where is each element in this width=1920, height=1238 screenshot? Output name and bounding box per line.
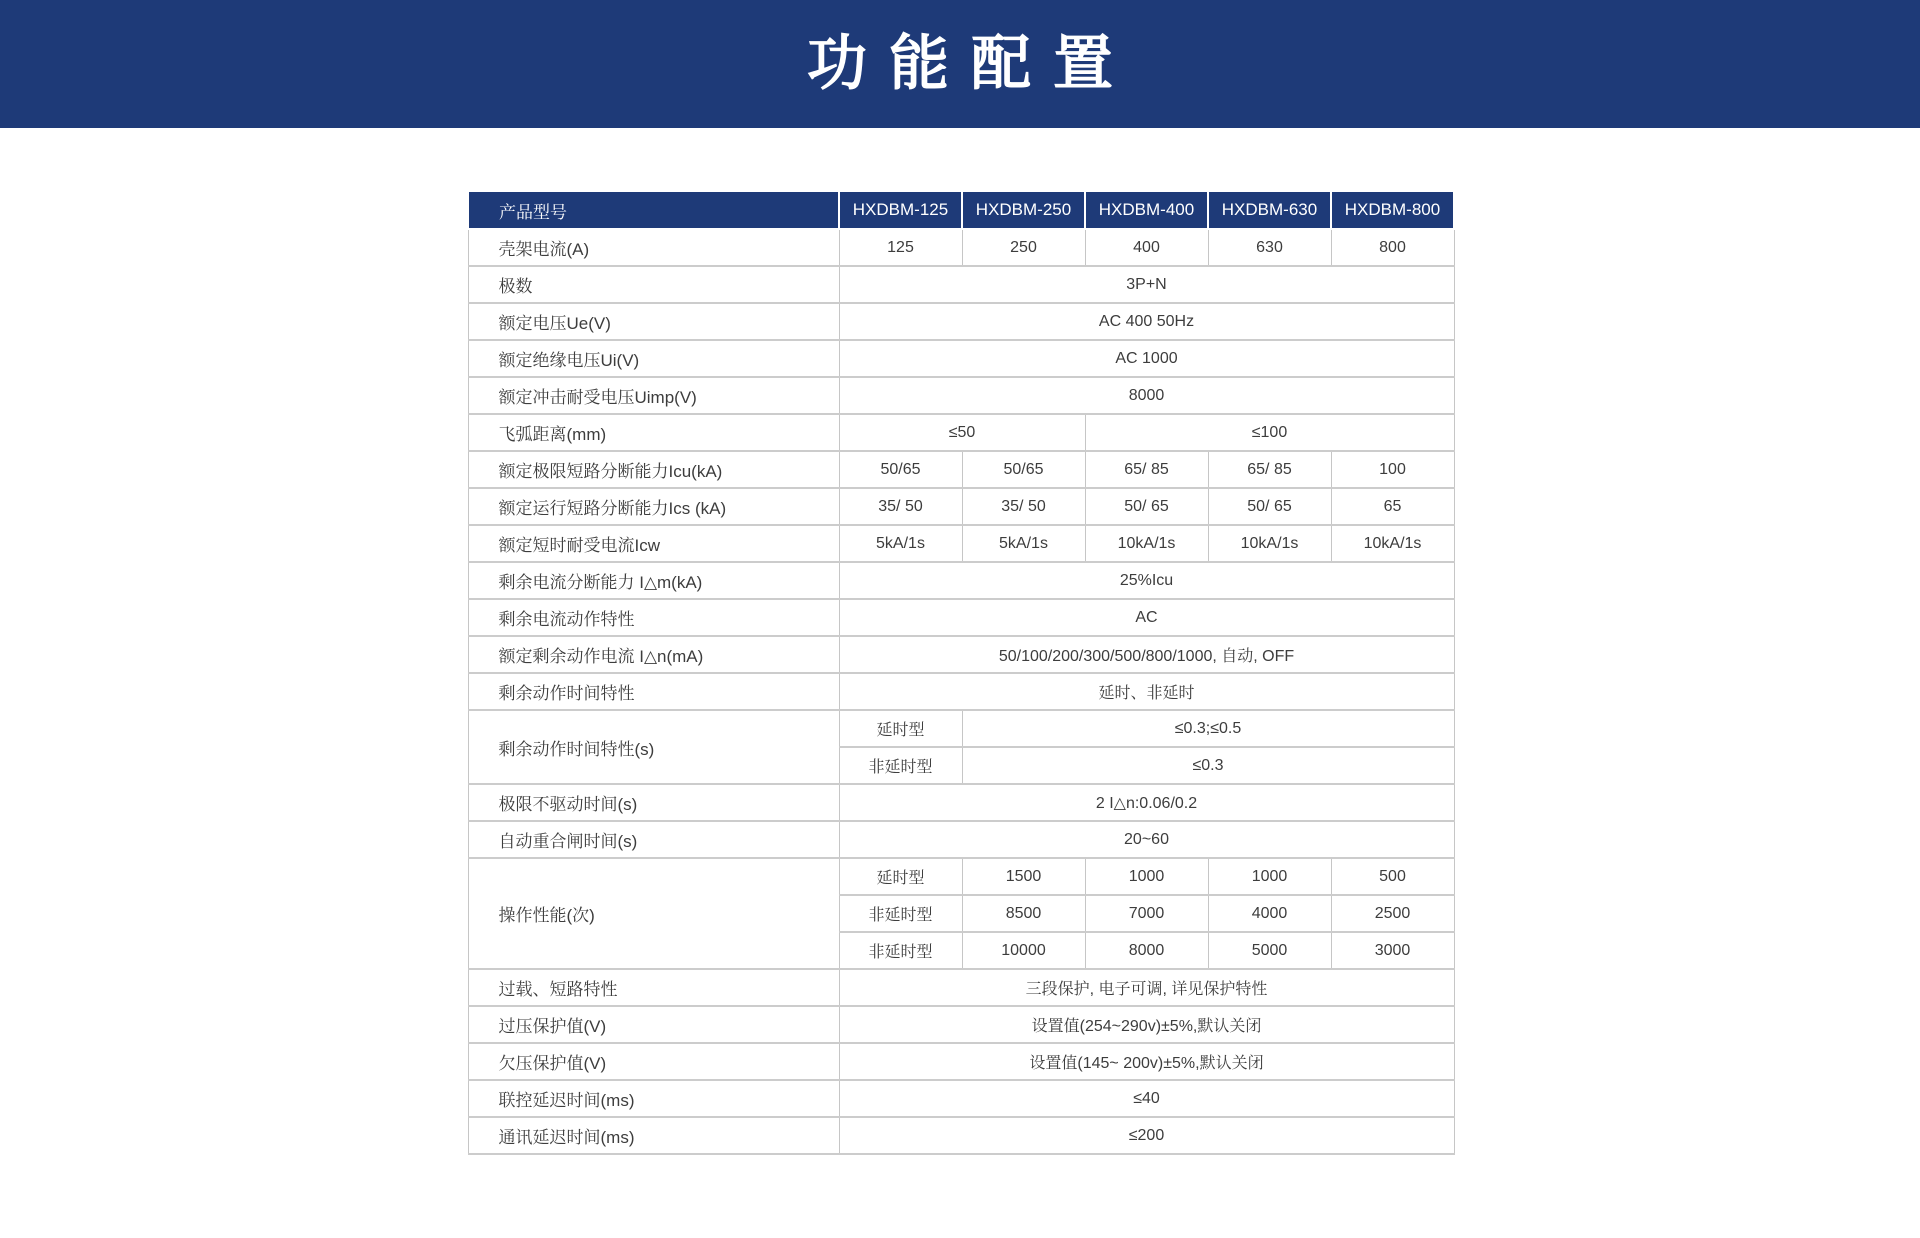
spec-value-cell: ≤50 [839,414,1085,451]
spec-value-cell: 3000 [1331,932,1454,969]
spec-row [468,969,1454,1006]
spec-row-label: 额定运行短路分断能力Ics (kA) [468,488,839,525]
spec-value-cell: 三段保护, 电子可调, 详见保护特性 [839,969,1454,1006]
spec-row-label: 额定极限短路分断能力Icu(kA) [468,451,839,488]
spec-value-cell: 3P+N [839,266,1454,303]
spec-value-cell: ≤40 [839,1080,1454,1117]
spec-value-cell: 4000 [1208,895,1331,932]
spec-value-cell: 65 [1331,488,1454,525]
spec-row-label: 过载、短路特性 [468,969,839,1006]
spec-value-cell: 10kA/1s [1085,525,1208,562]
spec-row [468,1006,1454,1043]
spec-value-cell: 20~60 [839,821,1454,858]
spec-value-cell: 非延时型 [839,932,962,969]
spec-value-cell: AC [839,599,1454,636]
spec-value-cell: ≤0.3;≤0.5 [962,710,1454,747]
spec-value-cell: 8000 [1085,932,1208,969]
spec-row-label: 额定电压Ue(V) [468,303,839,340]
spec-value-cell: 50/ 65 [1208,488,1331,525]
spec-row [468,1117,1454,1154]
spec-row [468,636,1454,673]
spec-value-cell: ≤0.3 [962,747,1454,784]
spec-value-cell: 65/ 85 [1085,451,1208,488]
spec-value-cell: 5kA/1s [839,525,962,562]
page-title: 功能配置 [807,30,1135,97]
spec-row-label: 剩余动作时间特性(s) [468,710,839,784]
spec-value-cell: 1500 [962,858,1085,895]
header-cell-product-model: 产品型号 [468,191,839,229]
spec-row [468,821,1454,858]
spec-row-label: 飞弧距离(mm) [468,414,839,451]
spec-value-cell: 10000 [962,932,1085,969]
spec-row [468,266,1454,303]
spec-row-label: 联控延迟时间(ms) [468,1080,839,1117]
spec-value-cell: 35/ 50 [839,488,962,525]
spec-value-cell: AC 400 50Hz [839,303,1454,340]
spec-row [468,562,1454,599]
spec-row-label: 极限不驱动时间(s) [468,784,839,821]
spec-value-cell: 400 [1085,229,1208,266]
spec-row-label: 过压保护值(V) [468,1006,839,1043]
spec-value-cell: 延时型 [839,858,962,895]
spec-value-cell: 10kA/1s [1208,525,1331,562]
spec-row [468,488,1454,525]
spec-value-cell: 8000 [839,377,1454,414]
spec-value-cell: 10kA/1s [1331,525,1454,562]
spec-row [468,229,1454,266]
spec-value-cell: 非延时型 [839,747,962,784]
header-banner [0,0,1920,128]
spec-row-label: 壳架电流(A) [468,229,839,266]
spec-value-cell: 250 [962,229,1085,266]
spec-value-cell: 延时、非延时 [839,673,1454,710]
spec-row-label: 操作性能(次) [468,858,839,969]
spec-value-cell: 630 [1208,229,1331,266]
spec-value-cell: 5000 [1208,932,1331,969]
spec-row [468,414,1454,451]
spec-row-label: 极数 [468,266,839,303]
spec-value-cell: 1000 [1208,858,1331,895]
spec-row-label: 额定绝缘电压Ui(V) [468,340,839,377]
spec-row-label: 剩余电流分断能力 I△m(kA) [468,562,839,599]
spec-value-cell: 50/65 [962,451,1085,488]
spec-value-cell: 125 [839,229,962,266]
spec-table [467,190,1455,1155]
spec-table-container [467,190,1453,1155]
spec-row [468,340,1454,377]
spec-row-label: 额定剩余动作电流 I△n(mA) [468,636,839,673]
spec-value-cell: 25%Icu [839,562,1454,599]
header-row [468,191,1454,229]
spec-row-label: 自动重合闸时间(s) [468,821,839,858]
spec-row [468,451,1454,488]
spec-value-cell: 500 [1331,858,1454,895]
spec-value-cell: 非延时型 [839,895,962,932]
spec-row [468,710,1454,747]
spec-value-cell: 50/100/200/300/500/800/1000, 自动, OFF [839,636,1454,673]
spec-value-cell: 延时型 [839,710,962,747]
spec-row [468,599,1454,636]
spec-row [468,784,1454,821]
spec-value-cell: 800 [1331,229,1454,266]
spec-row [468,1043,1454,1080]
spec-row [468,377,1454,414]
spec-value-cell: 设置值(254~290v)±5%,默认关闭 [839,1006,1454,1043]
spec-row-label: 额定短时耐受电流Icw [468,525,839,562]
header-cell-model: HXDBM-250 [962,191,1085,229]
spec-value-cell: 设置值(145~ 200v)±5%,默认关闭 [839,1043,1454,1080]
spec-value-cell: 50/ 65 [1085,488,1208,525]
spec-value-cell: 2 I△n:0.06/0.2 [839,784,1454,821]
spec-table-body [468,229,1454,1154]
spec-value-cell: 1000 [1085,858,1208,895]
spec-value-cell: ≤100 [1085,414,1454,451]
header-cell-model: HXDBM-125 [839,191,962,229]
spec-value-cell: 50/65 [839,451,962,488]
spec-row-label: 欠压保护值(V) [468,1043,839,1080]
spec-value-cell: 7000 [1085,895,1208,932]
spec-value-cell: 5kA/1s [962,525,1085,562]
spec-value-cell: 35/ 50 [962,488,1085,525]
spec-value-cell: 2500 [1331,895,1454,932]
header-cell-model: HXDBM-630 [1208,191,1331,229]
spec-row [468,525,1454,562]
spec-row [468,303,1454,340]
spec-value-cell: AC 1000 [839,340,1454,377]
spec-row [468,673,1454,710]
header-cell-model: HXDBM-400 [1085,191,1208,229]
spec-value-cell: 8500 [962,895,1085,932]
spec-row-label: 额定冲击耐受电压Uimp(V) [468,377,839,414]
spec-value-cell: 100 [1331,451,1454,488]
header-cell-model: HXDBM-800 [1331,191,1454,229]
spec-value-cell: ≤200 [839,1117,1454,1154]
spec-row-label: 剩余电流动作特性 [468,599,839,636]
spec-value-cell: 65/ 85 [1208,451,1331,488]
spec-row-label: 剩余动作时间特性 [468,673,839,710]
spec-row [468,858,1454,895]
spec-row [468,1080,1454,1117]
spec-row-label: 通讯延迟时间(ms) [468,1117,839,1154]
spec-table-head [468,191,1454,229]
